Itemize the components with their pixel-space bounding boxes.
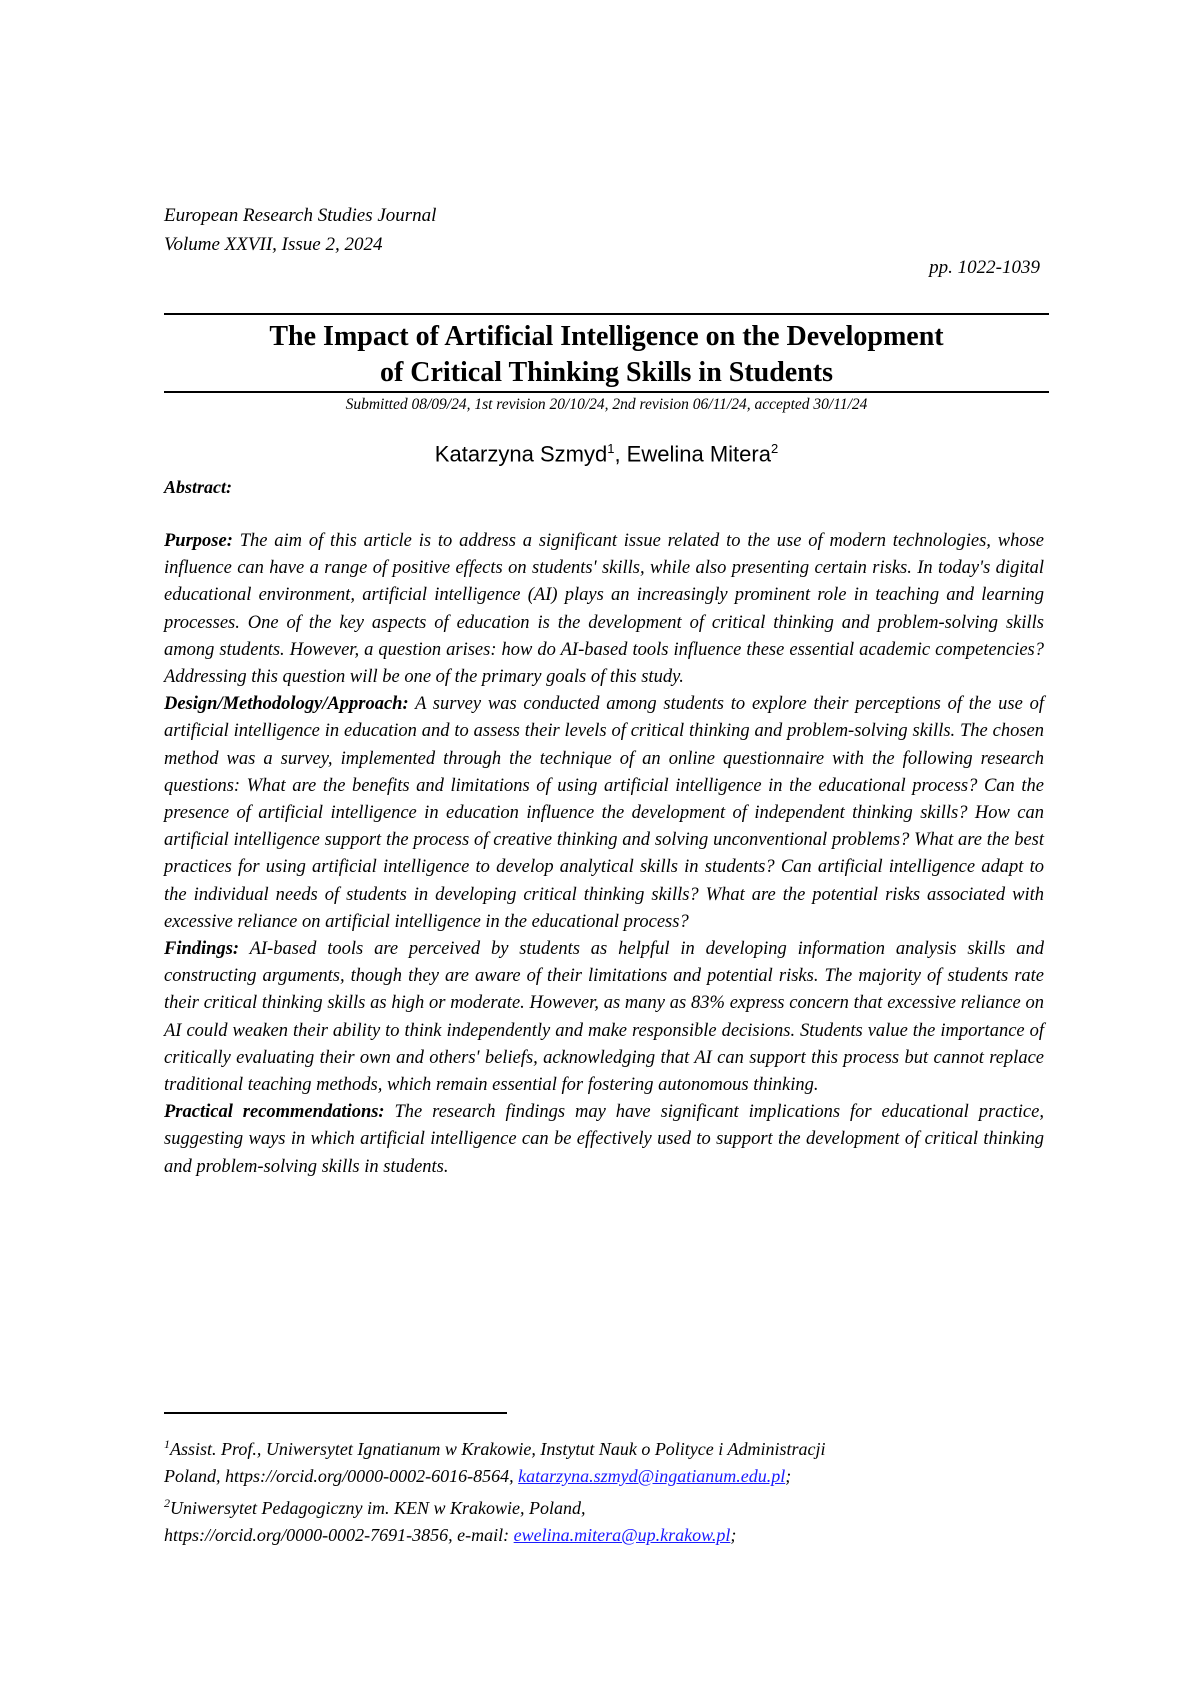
section-text: A survey was conducted among students to explore their perceptions of the use of artificial intelligence in education and to assess their levels of critical thinking and problem-solving skills. The chosen method was a survey, implemented through the technique of an online questionnaire with the following research questions: What are the benefits and limitations of using artificial intelligence in the educational process? Can the presence of artificial intelligence in education influence the development of independent thinking skills? How can artificial intelligence support the process of creative thinking and solving unconventional problems? What are the best practices for using artificial intelligence to develop analytical skills in students? Can artificial intelligence adapt to the individual needs of students in developing critical thinking skills? What are the potential risks associated with excessive reliance on artificial intelligence in the educational process? — [164, 694, 1044, 932]
footnote-1-cont — [164, 1463, 1044, 1490]
title-top-rule — [164, 313, 1049, 315]
footnote-mark: 1 — [164, 1437, 170, 1451]
footnote-2 — [164, 1490, 1044, 1522]
author-1-footnote-mark: 1 — [607, 441, 615, 456]
footnote-text: Poland, https://orcid.org/0000-0002-6016-8564, — [164, 1466, 519, 1486]
section-text: The aim of this article is to address a significant issue related to the use of modern technologies, whose influence can have a range of positive effects on students' skills, while also presenting certain risks. In today's digital educational environment, artificial intelligence (AI) plays an increasingly prominent role in teaching and learning processes. One of the key aspects of education is the development of critical thinking and problem-solving skills among students. However, a question arises: how do AI-based tools influence these essential academic competencies? Addressing this question will be one of the primary goals of this study. — [164, 531, 1044, 688]
author-2-footnote-mark: 2 — [770, 441, 779, 456]
footnote-separator — [164, 1412, 507, 1414]
title-line-1: The Impact of Artificial Intelligence on the Development — [269, 321, 944, 352]
author-2-name: Ewelina Mitera — [626, 441, 771, 467]
journal-volume-issue: Volume XXVII, Issue 2, 2024 — [164, 234, 383, 255]
section-label: Findings: — [164, 939, 240, 960]
journal-name: European Research Studies Journal — [164, 205, 437, 226]
abstract-methodology — [164, 691, 1044, 936]
title-line-2: of Critical Thinking Skills in Students — [379, 357, 834, 388]
abstract-findings — [164, 936, 1044, 1099]
author-separator: , — [614, 441, 627, 467]
author-list — [164, 441, 1049, 467]
paper-title — [164, 319, 1049, 391]
email-link-author-2[interactable]: ewelina.mitera@up.krakow.pl — [513, 1525, 731, 1545]
abstract-purpose — [164, 528, 1044, 691]
footnotes — [164, 1431, 1044, 1549]
abstract-recommendations — [164, 1099, 1044, 1181]
footnote-text: https://orcid.org/0000-0002-7691-3856, e-mail: — [164, 1525, 514, 1545]
footnote-2-cont — [164, 1522, 1044, 1549]
author-1-name: Katarzyna Szmyd — [434, 441, 608, 467]
footnote-text: Assist. Prof., Uniwersytet Ignatianum w Krakowie, Instytut Nauk o Polityce i Administracji — [170, 1439, 826, 1459]
section-label: Practical recommendations: — [164, 1102, 385, 1123]
submission-dates: Submitted 08/09/24, 1st revision 20/10/24, 2nd revision 06/11/24, accepted 30/11/24 — [345, 396, 868, 413]
section-label: Design/Methodology/Approach: — [164, 694, 409, 715]
footnote-text: Uniwersytet Pedagogiczny im. KEN w Krakowie, Poland, — [170, 1498, 586, 1518]
footnote-tail: ; — [785, 1466, 792, 1486]
journal-header — [164, 201, 436, 259]
footnote-1 — [164, 1431, 1044, 1463]
section-text: The research findings may have significant implications for educational practice, suggesting ways in which artificial intelligence can be effectively used to support the development of critical thinking and problem-solving skills in students. — [164, 1102, 1044, 1177]
footnote-tail: ; — [730, 1525, 737, 1545]
page-range: pp. 1022-1039 — [929, 257, 1040, 278]
abstract-heading: Abstract: — [164, 477, 233, 497]
section-label: Purpose: — [164, 531, 233, 551]
email-link-author-1[interactable]: katarzyna.szmyd@ingatianum.edu.pl — [518, 1466, 786, 1486]
title-bottom-rule — [164, 391, 1049, 393]
footnote-mark: 2 — [164, 1496, 170, 1510]
section-text: AI-based tools are perceived by students as helpful in developing information analysis skills and constructing arguments, though they are aware of their limitations and potential risks. The majority of students rate their critical thinking skills as high or moderate. However, as many as 83% express concern that excessive reliance on AI could weaken their ability to think independently and make responsible decisions. Students value the importance of critically evaluating their own and others' beliefs, acknowledging that AI can support this process but cannot replace traditional teaching methods, which remain essential for fostering autonomous thinking. — [164, 939, 1044, 1096]
abstract-body — [164, 528, 1044, 1181]
